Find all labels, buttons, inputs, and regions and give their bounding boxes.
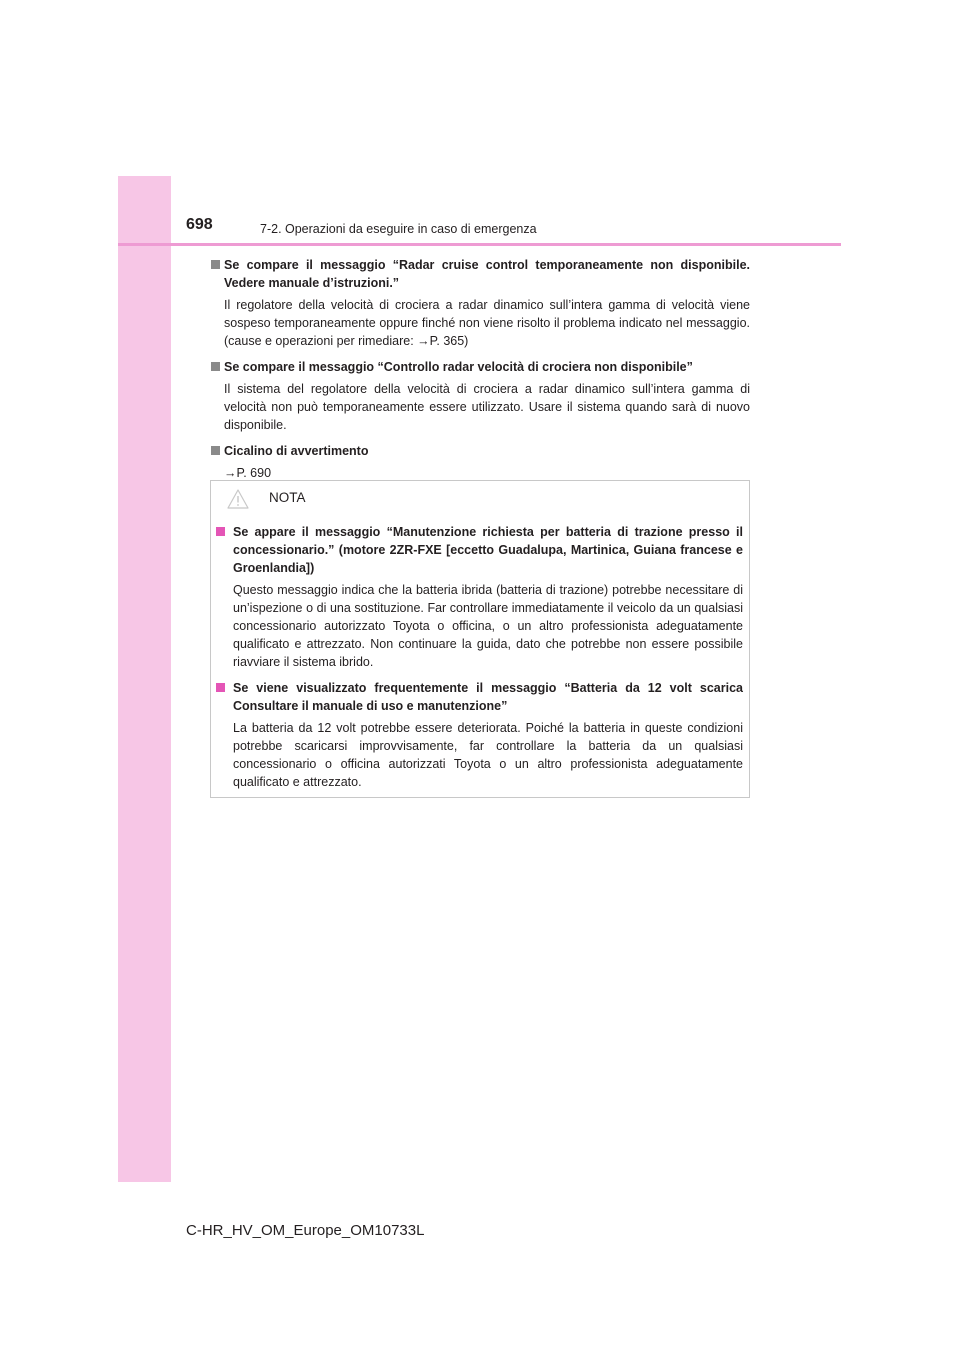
page-number: 698 xyxy=(186,216,213,233)
square-bullet-icon xyxy=(216,527,225,536)
square-bullet-icon xyxy=(211,446,220,455)
section-warning-buzzer xyxy=(210,442,750,482)
note-item-traction-battery xyxy=(215,523,743,671)
section-title: 7-2. Operazioni da eseguire in caso di emergenza xyxy=(260,222,537,236)
section-heading: Cicalino di avvertimento xyxy=(224,444,369,458)
warning-triangle-icon xyxy=(227,489,249,509)
square-bullet-icon xyxy=(216,683,225,692)
note-item-body: La batteria da 12 volt potrebbe essere deteriorata. Poiché la batteria in queste condizioni potrebbe scaricarsi improvvisamente, far controllare la batteria da un qualsiasi concessionario o officina autorizzati Toyota o un altro professionista adeguatamente qualificato e attrezzato. xyxy=(233,721,743,789)
header-rule xyxy=(118,243,841,246)
note-title: NOTA xyxy=(269,490,306,505)
note-content xyxy=(215,523,743,799)
note-item-12v-battery xyxy=(215,679,743,791)
side-tab-bar xyxy=(118,176,171,1182)
section-heading: Se compare il messaggio “Controllo radar velocità di crociera non disponibile” xyxy=(224,360,693,374)
section-radar-unavailable xyxy=(210,358,750,434)
section-body: Il sistema del regolatore della velocità di crociera a radar dinamico sull’intera gamma di velocità non può temporaneamente essere utilizzato. Usare il sistema quando sarà di nuovo disponibile. xyxy=(224,382,750,432)
square-bullet-icon xyxy=(211,362,220,371)
section-body: Il regolatore della velocità di crociera a radar dinamico sull’intera gamma di velocità viene sospeso temporaneamente oppure finché non viene risolto il problema indicato nel messaggio. (cause e operazioni per rimediare: →P. 365) xyxy=(224,298,750,348)
note-item-heading: Se viene visualizzato frequentemente il messaggio “Batteria da 12 volt scarica Consultare il manuale di uso e manutenzione” xyxy=(233,681,743,713)
footer-doc-id: C-HR_HV_OM_Europe_OM10733L xyxy=(186,1222,425,1239)
section-heading: Se compare il messaggio “Radar cruise control temporaneamente non disponibile. Vedere manuale d’istruzioni.” xyxy=(224,258,750,290)
note-box xyxy=(210,480,750,798)
note-item-body: Questo messaggio indica che la batteria ibrida (batteria di trazione) potrebbe necessitare di un’ispezione o di una sostituzione. Far controllare immediatamente il veicolo da un qualsiasi concessionario autorizzato Toyota o officina, o un altro professionista adeguatamente qualificato e attrezzato. Non continuare la guida, dato che potrebbe non essere possibile riavviare il sistema ibrido. xyxy=(233,583,743,669)
main-content xyxy=(210,256,750,490)
square-bullet-icon xyxy=(211,260,220,269)
note-item-heading: Se appare il messaggio “Manutenzione richiesta per batteria di trazione presso il concessionario.” (motore 2ZR-FXE [eccetto Guadalupa, Martinica, Guiana francese e Groenlandia]) xyxy=(233,525,743,575)
section-radar-cruise xyxy=(210,256,750,350)
page-reference-link[interactable]: →P. 690 xyxy=(224,466,272,480)
